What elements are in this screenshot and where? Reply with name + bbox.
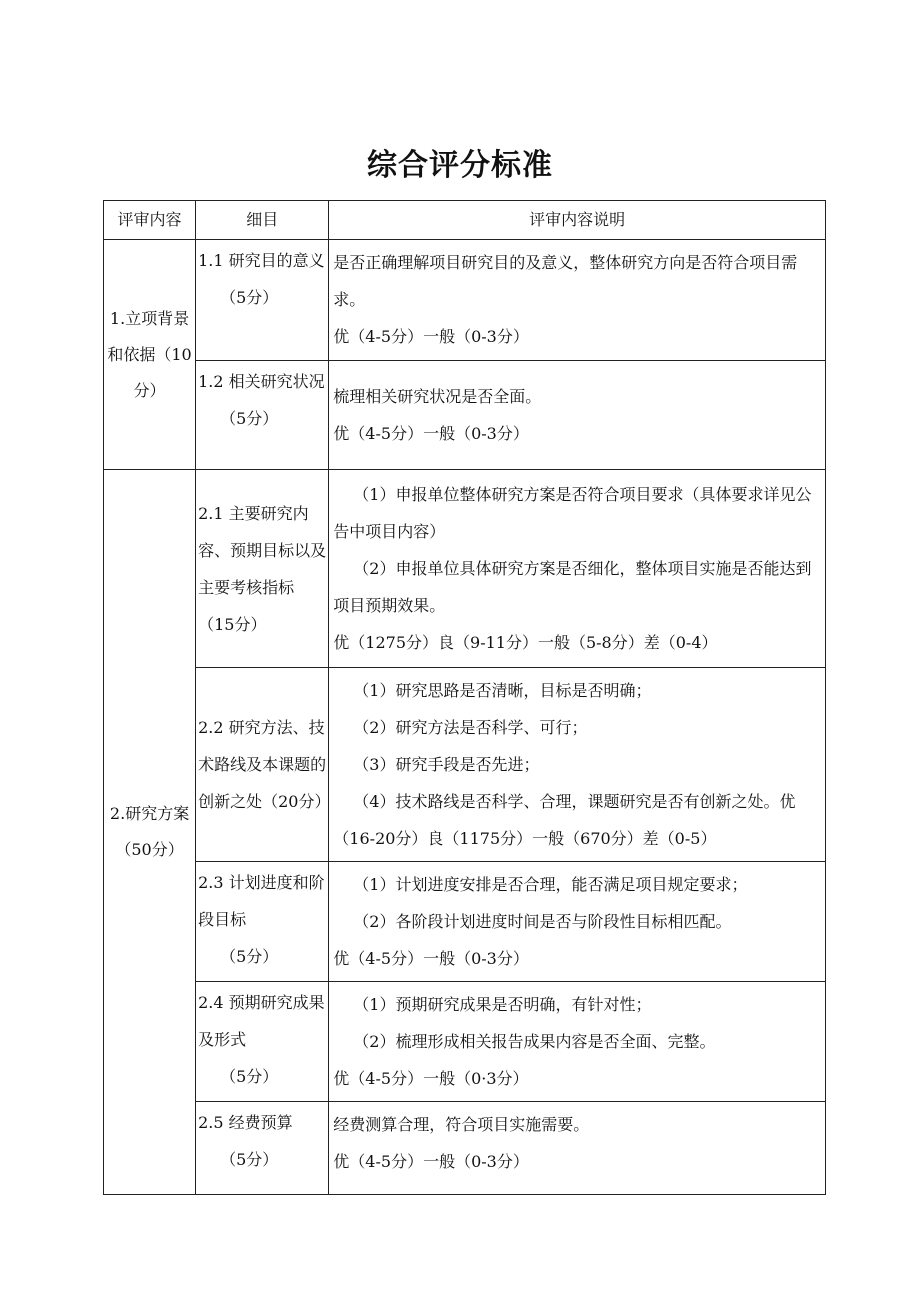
item-name: 2.5 经费预算: [198, 1113, 293, 1132]
item-cell: [196, 361, 329, 470]
item-cell: [196, 240, 329, 361]
item-cell: [196, 668, 329, 862]
category-cell: 2.研究方案（50分）: [104, 470, 196, 1195]
description-line: （2）梳理形成相关报告成果内容是否全面、完整。: [353, 1032, 716, 1051]
header-cell: 评审内容说明: [329, 201, 826, 240]
table-row: [104, 862, 826, 982]
item-name: 2.1 主要研究内容、预期目标以及主要考核指标: [198, 503, 327, 597]
description-cell: [329, 668, 826, 862]
category-cell: 1.立项背景和依据（10分）: [104, 240, 196, 470]
description-line: 优（4-5分）一般（0-3分）: [333, 949, 529, 968]
item-name: 1.1 研究目的意义: [198, 251, 325, 270]
description-line: 优（1275分）良（9-11分）一般（5-8分）差（0-4）: [333, 633, 718, 652]
scoring-table: [103, 200, 826, 1195]
item-score: （5分）: [220, 1067, 279, 1086]
description-line: （1）计划进度安排是否合理，能否满足项目规定要求；: [353, 875, 748, 894]
item-cell: [196, 1102, 329, 1195]
description-line: （4）技术路线是否科学、合理，课题研究是否有创新之处。优（16-20分）良（1175分）一般（670分）差（0-5）: [333, 792, 796, 848]
header-cell: 评审内容: [104, 201, 196, 240]
description-line: （1）研究思路是否清晰，目标是否明确；: [353, 681, 652, 700]
item-cell: [196, 470, 329, 668]
item-score: （15分）: [198, 614, 267, 634]
item-name: 1.2 相关研究状况: [198, 372, 325, 391]
description-line: 梳理相关研究状况是否全面。: [333, 387, 542, 406]
item-name: 2.4 预期研究成果及形式: [198, 993, 325, 1049]
item-name: 2.2 研究方法、技术路线及本课题的创新之处（20分）: [198, 718, 331, 811]
item-score: （5分）: [220, 409, 279, 428]
description-line: （2）研究方法是否科学、可行；: [353, 718, 588, 737]
description-line: （2）各阶段计划进度时间是否与阶段性目标相匹配。: [353, 912, 732, 931]
item-cell: [196, 982, 329, 1102]
header-row: [104, 201, 826, 240]
table-row: [104, 470, 826, 668]
description-cell: [329, 361, 826, 470]
table-row: [104, 361, 826, 470]
description-cell: [329, 240, 826, 361]
description-line: （3）研究手段是否先进；: [353, 755, 540, 774]
description-cell: [329, 470, 826, 668]
item-name: 2.3 计划进度和阶段目标: [198, 873, 325, 929]
description-line: （2）申报单位具体研究方案是否细化，整体项目实施是否能达到项目预期效果。: [333, 559, 812, 615]
table-row: [104, 1102, 826, 1195]
table-row: [104, 982, 826, 1102]
description-line: 优（4-5分）一般（0·3分）: [333, 1069, 529, 1088]
item-score: （5分）: [220, 1150, 279, 1169]
item-score: （5分）: [220, 288, 279, 307]
header-cell: 细目: [196, 201, 329, 240]
description-line: （1）预期研究成果是否明确，有针对性；: [353, 995, 652, 1014]
description-line: 是否正确理解项目研究目的及意义，整体研究方向是否符合项目需求。: [333, 253, 798, 309]
description-line: 经费测算合理，符合项目实施需要。: [333, 1115, 590, 1134]
description-cell: [329, 862, 826, 982]
table-row: [104, 668, 826, 862]
description-line: 优（4-5分）一般（0-3分）: [333, 424, 529, 443]
description-line: （1）申报单位整体研究方案是否符合项目要求（具体要求详见公告中项目内容）: [333, 485, 812, 541]
description-line: 优（4-5分）一般（0-3分）: [333, 1152, 529, 1171]
table-row: [104, 240, 826, 361]
description-cell: [329, 982, 826, 1102]
description-cell: [329, 1102, 826, 1195]
item-cell: [196, 862, 329, 982]
description-line: 优（4-5分）一般（0-3分）: [333, 327, 529, 346]
page-title: 综合评分标准: [367, 148, 553, 183]
item-score: （5分）: [220, 947, 279, 966]
